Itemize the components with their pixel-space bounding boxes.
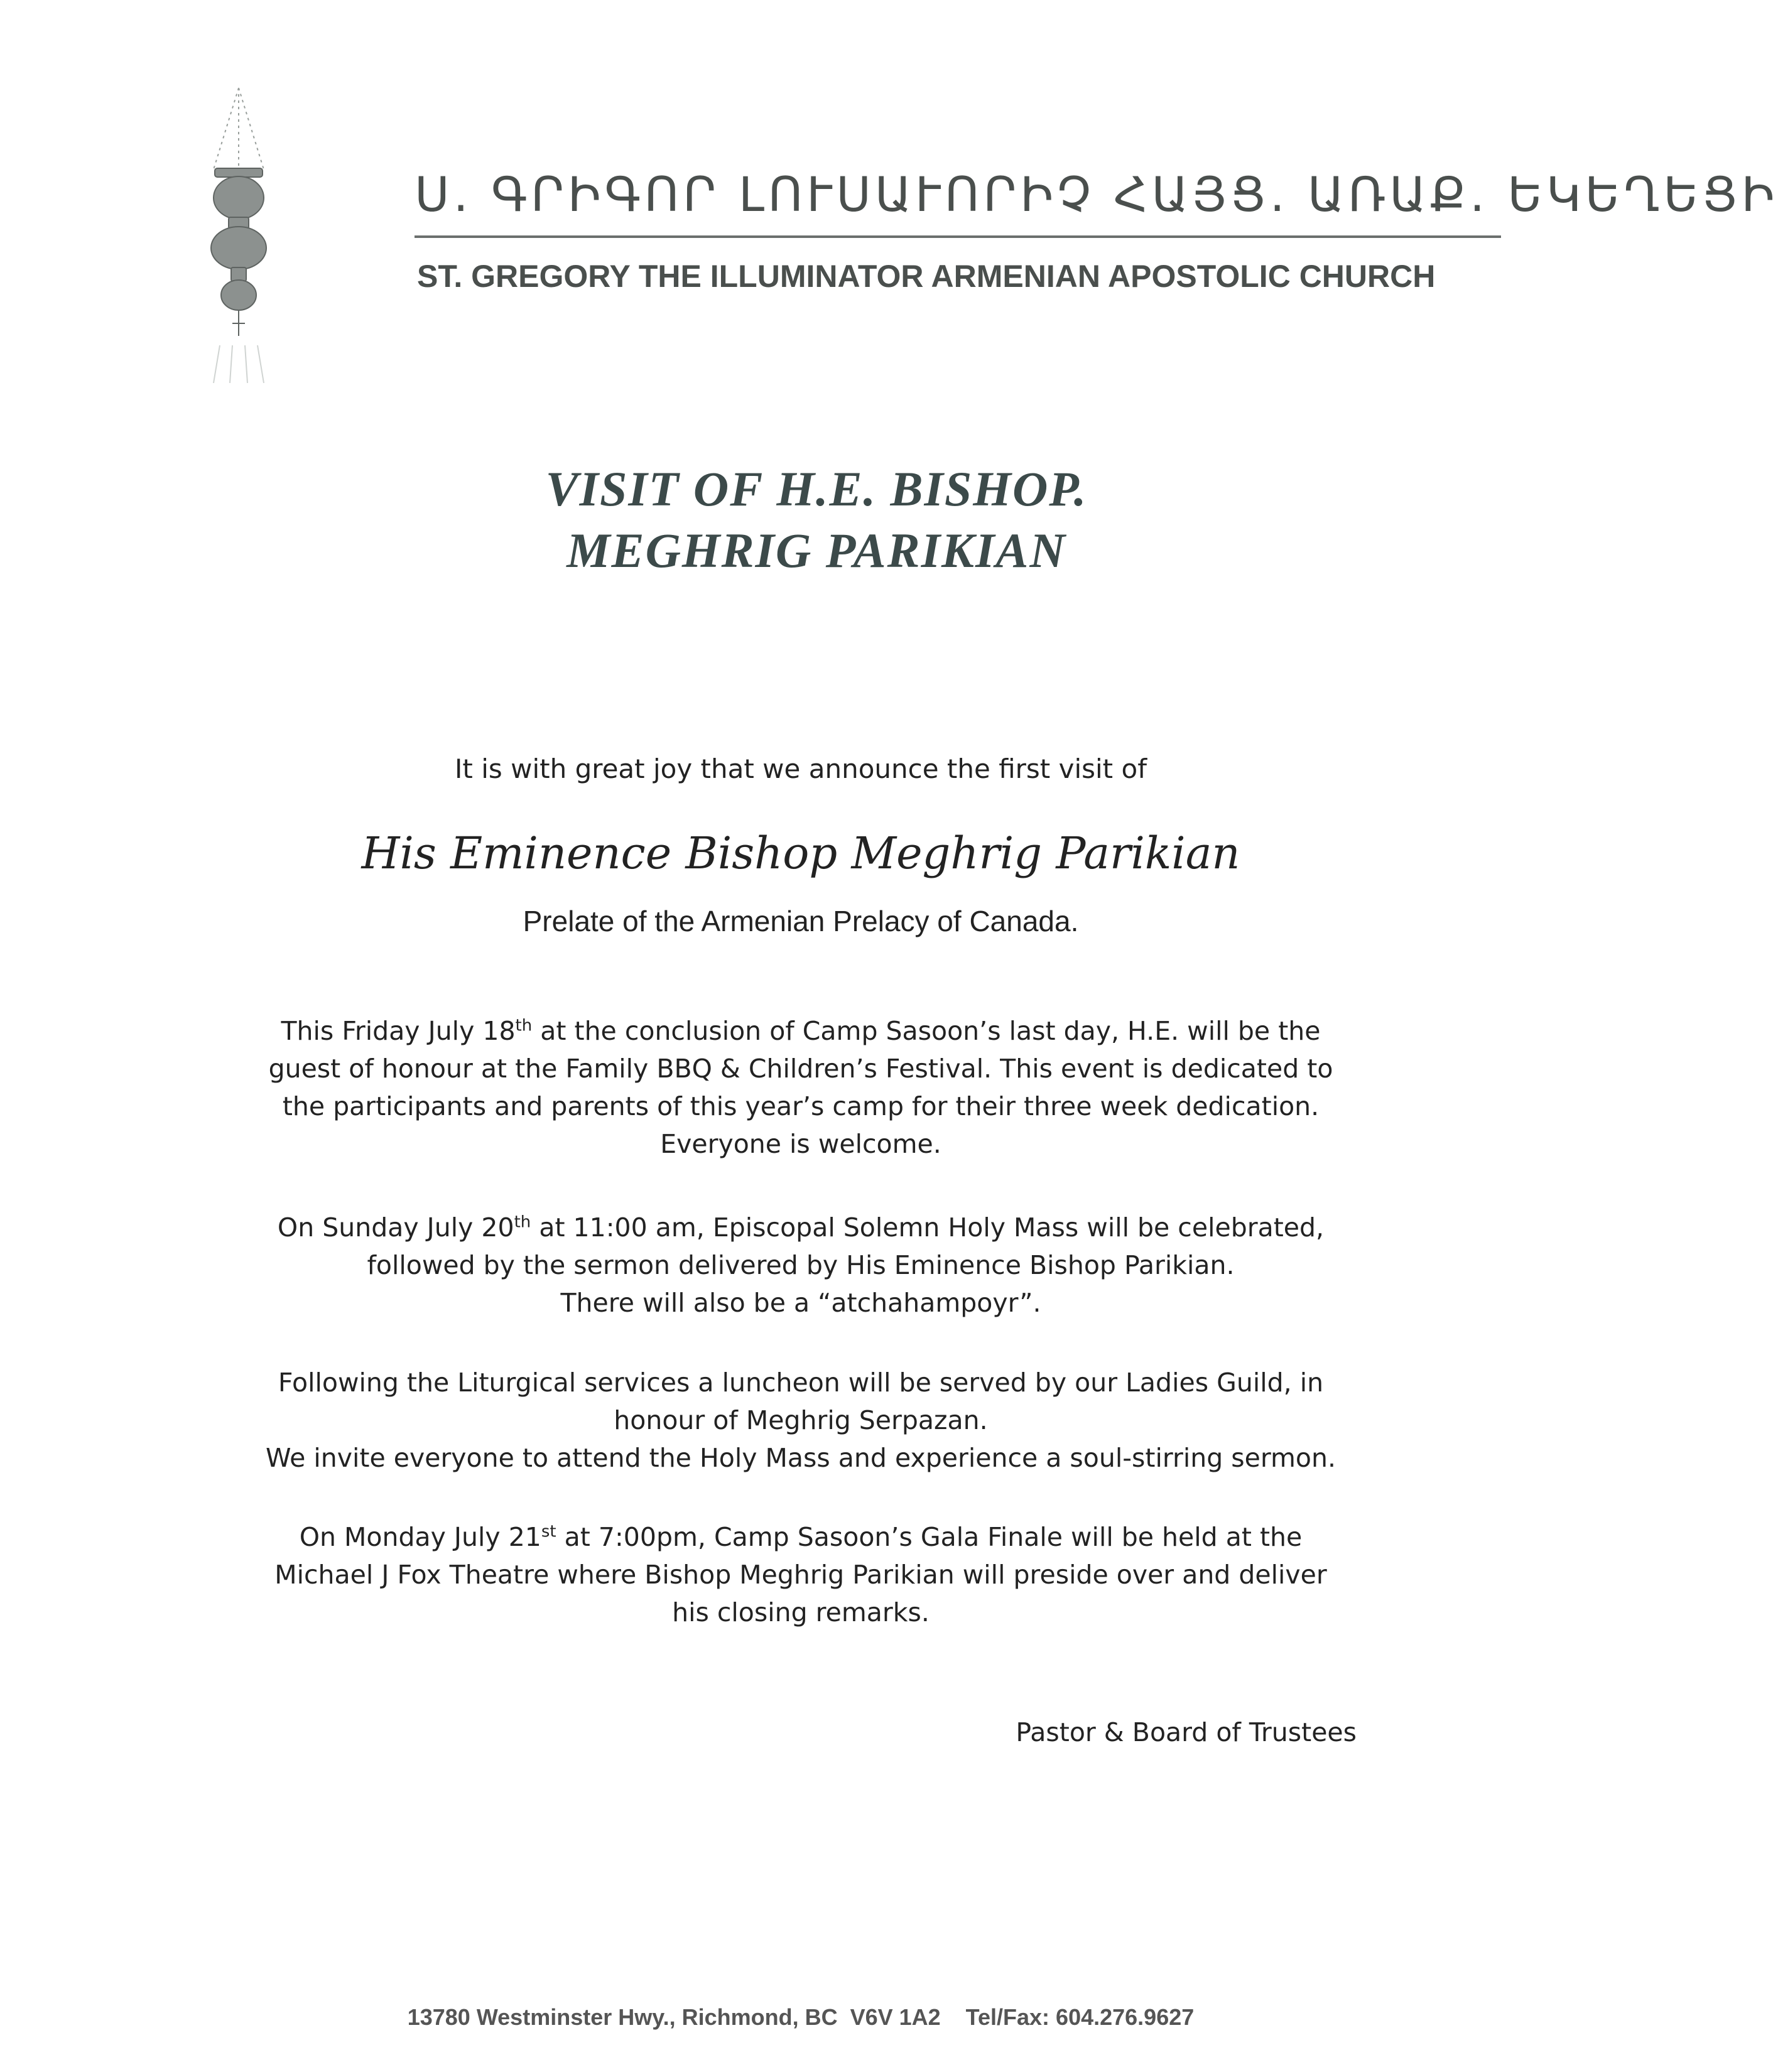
honoree-role: Prelate of the Armenian Prelacy of Canada. — [523, 905, 1079, 937]
paragraph-line — [251, 1518, 1350, 1556]
paragraph-line: followed by the sermon delivered by His Eminence Bishop Parikian. — [367, 1250, 1235, 1280]
title-line-2: MEGHRIG PARIKIAN — [566, 522, 1066, 578]
paragraph-line — [251, 1012, 1350, 1050]
paragraph-monday — [251, 1518, 1350, 1631]
church-name-armenian: Ս. ԳՐԻԳՈՐ ԼՈՒՍԱՒՈՐԻՉ ՀԱՅՑ. ԱՌԱՔ. ԵԿԵՂԵՑԻ — [415, 166, 1778, 222]
ordinal-suffix: th — [515, 1016, 533, 1035]
paragraph-line: the participants and parents of this year’s camp for their three week dedication. — [282, 1091, 1320, 1121]
header-divider — [415, 235, 1501, 238]
paragraph-line: his closing remarks. — [672, 1597, 930, 1627]
church-name-english: ST. GREGORY THE ILLUMINATOR ARMENIAN APOSTOLIC CHURCH — [417, 259, 1436, 294]
signature: Pastor & Board of Trustees — [1016, 1717, 1357, 1747]
text-segment: at the conclusion of Camp Sasoon’s last day, H.E. will be the — [532, 1016, 1321, 1046]
paragraph-line: honour of Meghrig Serpazan. — [614, 1405, 988, 1435]
text-segment: On Monday July 21 — [299, 1522, 541, 1552]
paragraph-sunday — [251, 1209, 1350, 1322]
paragraph-line: Following the Liturgical services a luncheon will be served by our Ladies Guild, in — [278, 1368, 1324, 1398]
page-title — [440, 458, 1193, 581]
text-segment: This Friday July 18 — [281, 1016, 516, 1046]
title-line-1: VISIT OF H.E. BISHOP. — [545, 461, 1088, 516]
intro-text: It is with great joy that we announce the first visit of — [455, 753, 1147, 784]
paragraph-line: Everyone is welcome. — [660, 1129, 941, 1159]
ordinal-suffix: th — [514, 1212, 531, 1232]
honoree-name: His Eminence Bishop Meghrig Parikian — [361, 828, 1240, 879]
text-segment: at 11:00 am, Episcopal Solemn Holy Mass will be celebrated, — [531, 1212, 1325, 1243]
paragraph-friday — [251, 1012, 1350, 1163]
text-segment: at 7:00pm, Camp Sasoon’s Gala Finale will be held at the — [556, 1522, 1303, 1552]
ordinal-suffix: st — [541, 1522, 556, 1541]
paragraph-line: We invite everyone to attend the Holy Mass and experience a soul-stirring sermon. — [265, 1443, 1336, 1473]
paragraph-line: guest of honour at the Family BBQ & Children’s Festival. This event is dedicated to — [268, 1054, 1333, 1084]
paragraph-line: Michael J Fox Theatre where Bishop Meghrig Parikian will preside over and deliver — [274, 1560, 1327, 1590]
paragraph-line: There will also be a “atchahampoyr”. — [560, 1288, 1041, 1318]
text-segment: On Sunday July 20 — [277, 1212, 514, 1243]
hanging-lamp-icon — [188, 88, 289, 389]
paragraph-line — [251, 1209, 1350, 1246]
footer-address: 13780 Westminster Hwy., Richmond, BC V6V 1A2 Tel/Fax: 604.276.9627 — [407, 2004, 1195, 2030]
paragraph-luncheon — [251, 1364, 1350, 1477]
